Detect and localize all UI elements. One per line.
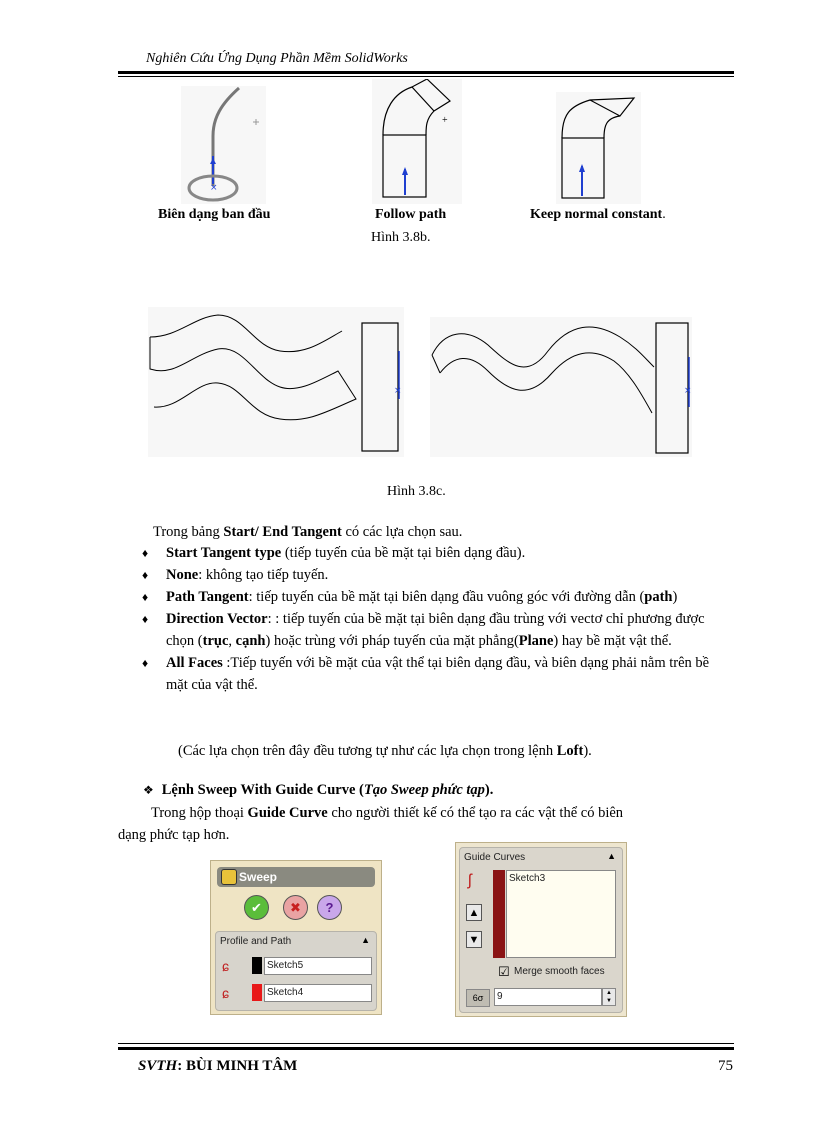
heading-end: ). xyxy=(484,782,494,798)
options-list xyxy=(140,542,730,696)
diamond-bullet-icon: ♦ xyxy=(142,546,149,560)
bullet-term-2: path xyxy=(644,589,673,605)
bullet-text: (tiếp tuyến của bề mặt tại biên dạng đầu). xyxy=(281,545,526,561)
bullet-term-2: trục xyxy=(202,633,229,649)
profile-and-path-label: Profile and Path xyxy=(220,936,292,947)
heading-italic: Tạo Sweep phức tạp xyxy=(363,782,485,798)
collapse-icon[interactable]: ▲ xyxy=(607,851,616,861)
bullet-term: Direction Vector xyxy=(166,611,268,627)
help-button[interactable] xyxy=(317,895,342,920)
intro-post: có các lựa chọn sau. xyxy=(341,524,463,540)
guide-paragraph-line1 xyxy=(151,802,623,824)
diamond-bullet-icon: ♦ xyxy=(142,612,149,626)
profile-color-swatch xyxy=(252,957,262,974)
header-rule-thin xyxy=(118,76,734,77)
ok-button[interactable] xyxy=(244,895,269,920)
guide-curves-group xyxy=(459,847,623,1013)
para-post: cho người thiết kế có thể tạo ra các vật thể có biên xyxy=(327,805,624,821)
list-item[interactable]: Sketch3 xyxy=(509,873,546,884)
list-item xyxy=(140,586,730,608)
bullet-term-3: cạnh xyxy=(235,633,266,649)
sections-count-field[interactable]: 9 xyxy=(494,988,602,1006)
bullet-text-3: ) hoặc trùng với pháp tuyến của mặt phẳng( xyxy=(265,633,519,649)
svg-text:×: × xyxy=(210,183,218,193)
profile-field[interactable]: Sketch5 xyxy=(264,957,372,975)
bullet-text-4: ) hay bề mặt vật thể. xyxy=(553,633,672,649)
fig-38b-label-keep xyxy=(530,207,666,223)
footer-author xyxy=(138,1058,297,1075)
svg-text:×: × xyxy=(684,386,692,396)
bullet-text: :Tiếp tuyến với bề mặt của vật thể tại biên dạng đầu, và biên dạng phải nằm trên bề mặt của vật thể. xyxy=(166,655,710,693)
para-pre: Trong hộp thoại xyxy=(151,805,248,821)
note-pre: (Các lựa chọn trên đây đều tương tự như các lựa chọn trong lệnh xyxy=(178,743,557,759)
sections-count-spinner[interactable]: ▲ ▼ xyxy=(602,988,616,1006)
intro-pre: Trong bảng xyxy=(153,524,224,540)
path-icon: ɕ xyxy=(222,985,229,1001)
move-up-button[interactable] xyxy=(466,904,482,921)
intro-paragraph xyxy=(153,521,462,543)
guide-curves-list[interactable] xyxy=(506,870,616,958)
profile-and-path-group xyxy=(215,931,377,1011)
sections-icon: 6σ xyxy=(466,989,490,1007)
guide-paragraph-line2: dạng phức tạp hơn. xyxy=(118,827,230,843)
page-header-title: Nghiên Cứu Ứng Dụng Phần Mềm SolidWorks xyxy=(146,51,408,66)
sweep-icon xyxy=(221,869,237,885)
bullet-text-2: ) xyxy=(672,589,678,605)
list-item xyxy=(140,608,730,652)
bullet-term: Start Tangent type xyxy=(166,545,282,561)
bullet-term: Path Tangent xyxy=(166,589,249,605)
bullet-term-4: Plane xyxy=(518,633,554,649)
diamond-bullet-icon: ♦ xyxy=(142,590,149,604)
sweep-title-bar xyxy=(217,867,375,887)
list-item xyxy=(140,652,730,696)
bullet-text-2: , xyxy=(228,633,236,649)
cancel-button[interactable] xyxy=(283,895,308,920)
fig-38c-left xyxy=(148,307,404,457)
diamond-bullet-icon: ♦ xyxy=(142,656,149,670)
fig-38b-caption: Hình 3.8b. xyxy=(371,230,431,245)
bullet-text: : tiếp tuyến của bề mặt tại biên dạng đầu vuông góc với đường dẫn ( xyxy=(248,589,645,605)
sweep-title: Sweep xyxy=(239,870,278,884)
heading-bold: Lệnh Sweep With Guide Curve ( xyxy=(161,782,364,798)
help-icon: ? xyxy=(325,900,334,915)
fig-38b-label-keep-dot: . xyxy=(662,207,666,222)
fig-38b-keep-normal xyxy=(556,92,641,204)
diamond-bullet-icon: ♦ xyxy=(142,568,149,582)
fig-38c-right xyxy=(430,317,692,457)
fig-38b-initial-profile xyxy=(181,86,266,204)
section-heading xyxy=(143,779,493,801)
svg-text:×: × xyxy=(394,386,402,396)
bullet-text: : : tiếp tuyến của bề mặt tại biên dạng đầu trùng với vectơ chỉ phương được chọn ( xyxy=(166,611,705,649)
note-post: ). xyxy=(583,743,592,759)
up-arrow-icon: ▲ xyxy=(468,906,480,919)
fig-38b-follow-path xyxy=(372,79,462,204)
profile-icon: ɕ xyxy=(222,958,229,974)
author-label: SVTH xyxy=(138,1058,178,1074)
guide-curves-label: Guide Curves xyxy=(464,852,526,863)
collapse-icon[interactable]: ▲ xyxy=(361,935,370,945)
list-item xyxy=(140,564,730,586)
svg-text:+: + xyxy=(442,115,448,126)
path-field[interactable]: Sketch4 xyxy=(264,984,372,1002)
fig-38b-label-initial: Biên dạng ban đầu xyxy=(158,207,271,222)
note-paragraph xyxy=(178,740,592,762)
intro-bold: Start/ End Tangent xyxy=(223,524,342,540)
bullet-term: None xyxy=(166,567,199,583)
author-name: BÙI MINH TÂM xyxy=(185,1058,298,1074)
merge-checkbox[interactable]: ☑ xyxy=(498,964,510,979)
merge-smooth-faces-label: Merge smooth faces xyxy=(514,966,605,977)
path-color-swatch xyxy=(252,984,262,1001)
note-bold: Loft xyxy=(556,743,584,759)
guide-list-color-bar xyxy=(493,870,505,958)
footer-rule-thick xyxy=(118,1047,734,1050)
heading-bullet-icon: ❖ xyxy=(143,783,154,797)
footer-rule-thin xyxy=(118,1043,734,1044)
fig-38b-label-follow: Follow path xyxy=(375,207,447,222)
list-item xyxy=(140,542,730,564)
fig-38c-caption: Hình 3.8c. xyxy=(387,484,446,499)
header-rule-thick xyxy=(118,71,734,74)
close-icon: ✖ xyxy=(290,899,301,915)
guide-curve-icon: ʃ xyxy=(468,872,472,889)
fig-38b-label-keep-text: Keep normal constant xyxy=(530,207,663,222)
para-bold: Guide Curve xyxy=(247,805,328,821)
check-icon: ✔ xyxy=(251,899,262,915)
author-sep: : xyxy=(177,1058,186,1074)
guide-curves-panel xyxy=(455,842,627,1017)
bullet-term: All Faces xyxy=(166,655,223,671)
sweep-panel xyxy=(210,860,382,1015)
move-down-button[interactable] xyxy=(466,931,482,948)
bullet-text: : không tạo tiếp tuyến. xyxy=(198,567,329,583)
down-arrow-icon: ▼ xyxy=(468,933,480,946)
page-number: 75 xyxy=(718,1058,733,1074)
